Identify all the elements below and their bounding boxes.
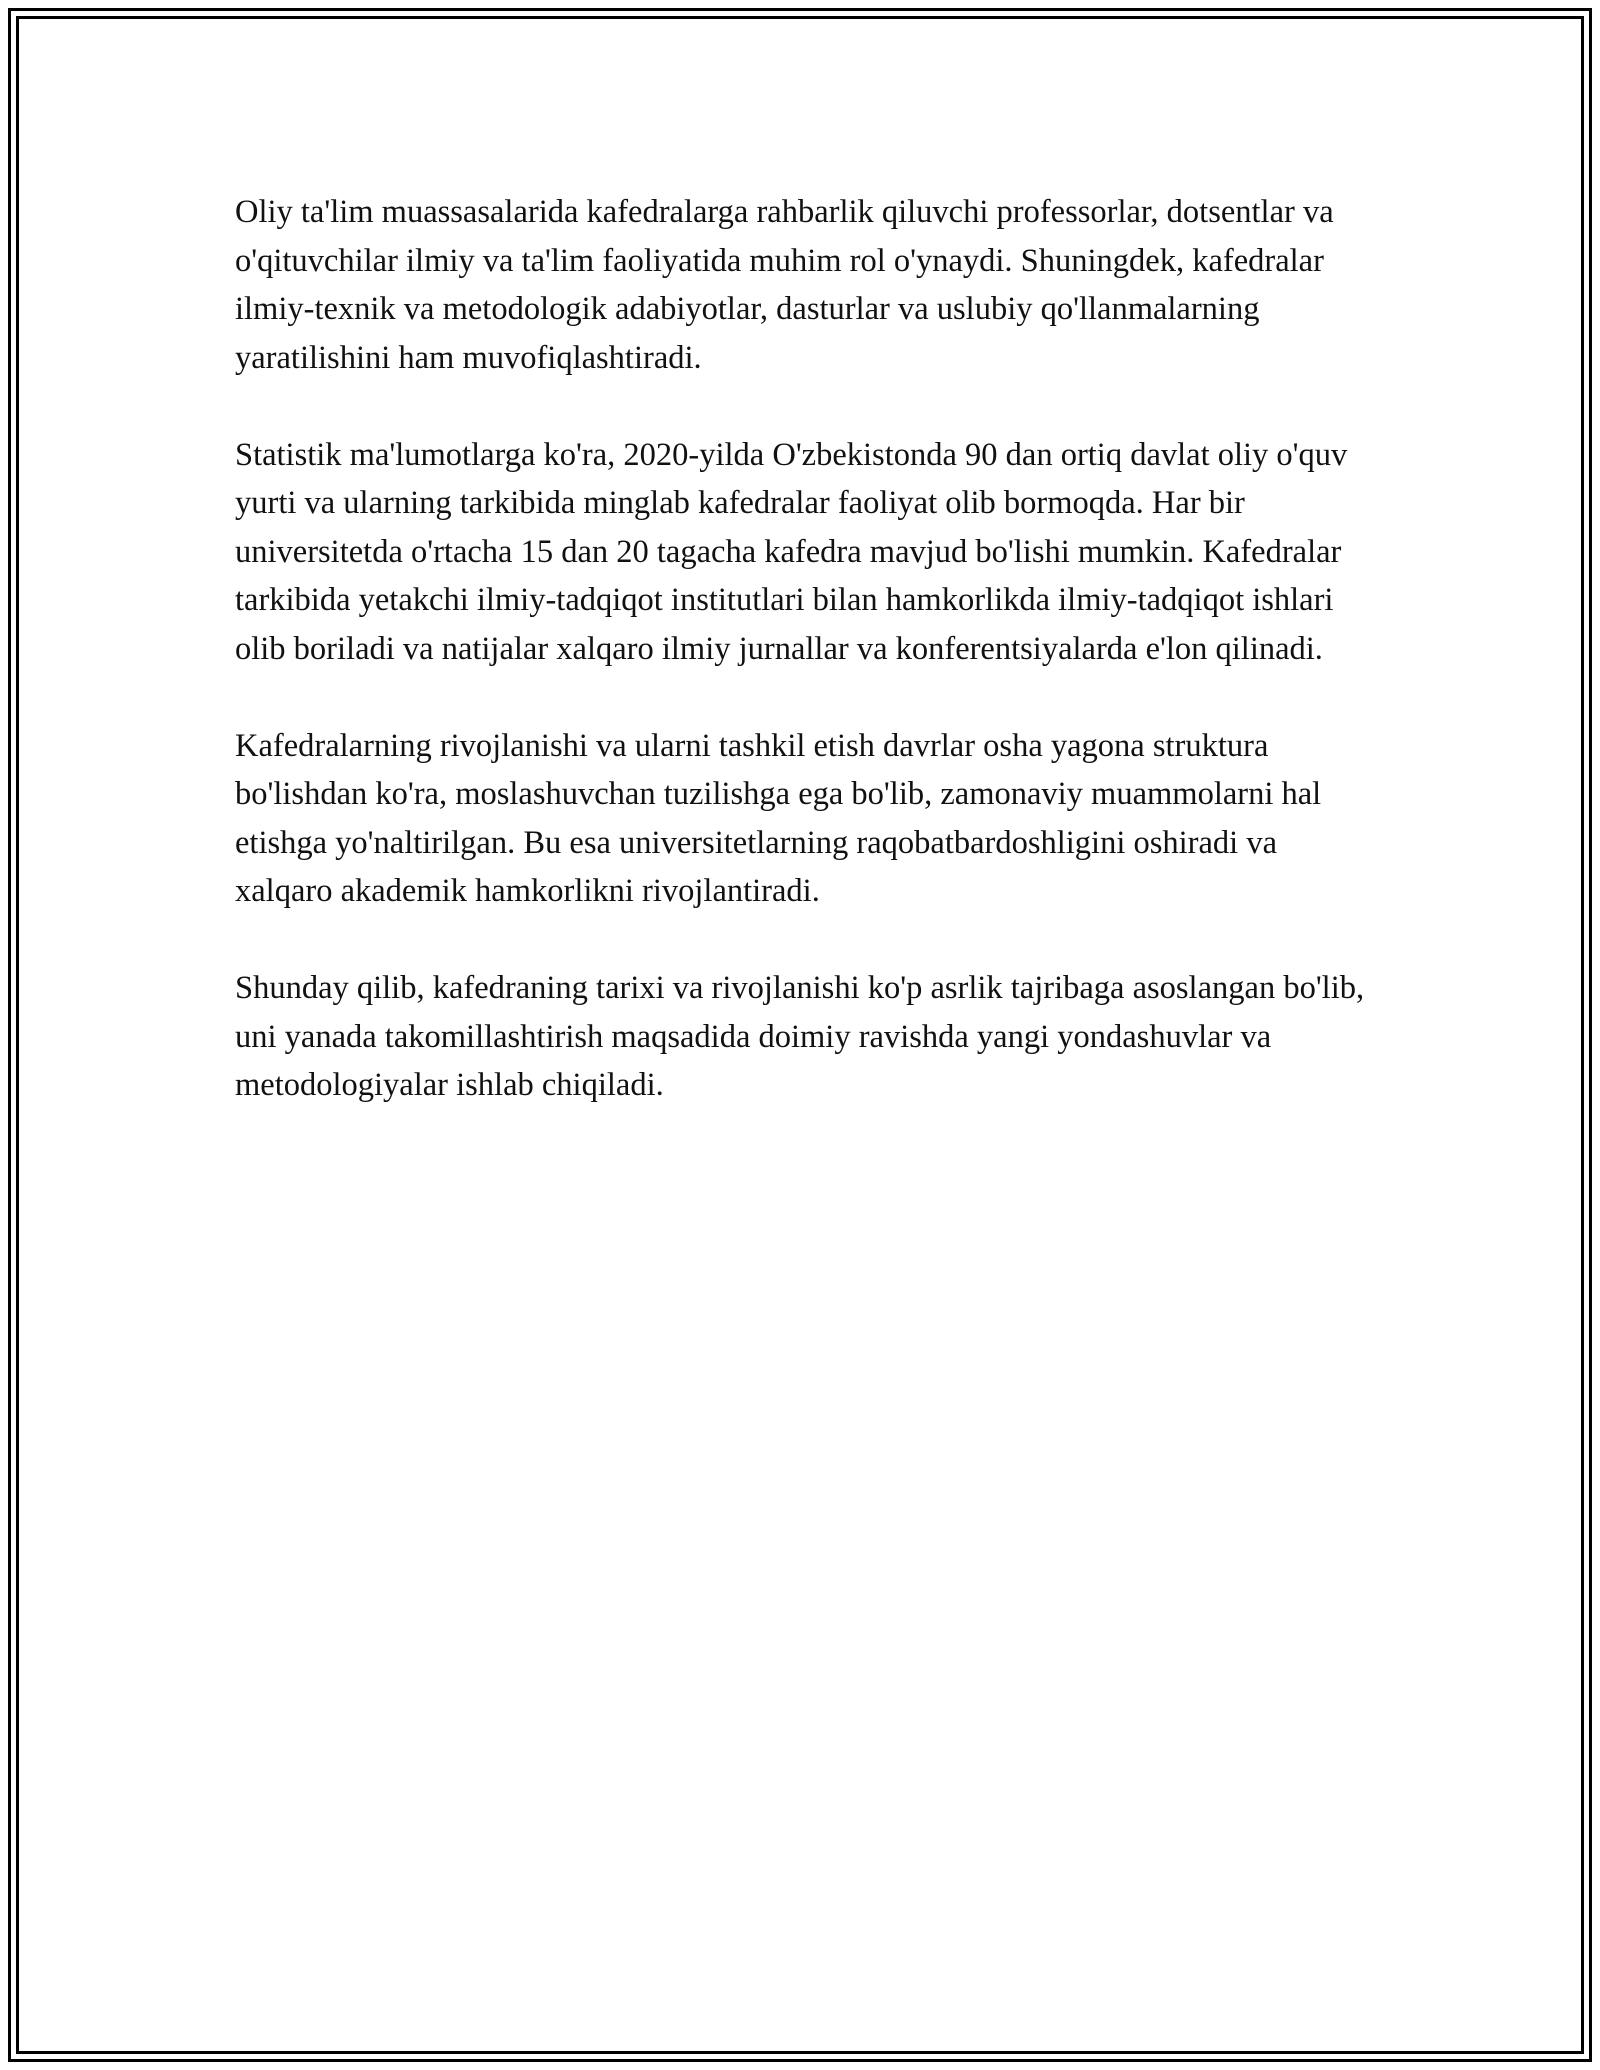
document-body <box>235 188 1365 1158</box>
paragraph-3: Kafedralarning rivojlanishi va ularni tashkil etish davrlar osha yagona struktura bo'lishdan ko'ra, moslashuvchan tuzilishga ega bo'lib, zamonaviy muammolarni hal etishga yo'naltirilgan. Bu esa universitetlarning raqobatbardoshligini oshiradi va xalqaro akademik hamkorlikni rivojlantiradi. <box>235 727 1322 909</box>
paragraph-4: Shunday qilib, kafedraning tarixi va rivojlanishi ko'p asrlik tajribaga asoslangan bo'lib, uni yanada takomillashtirish maqsadida doimiy ravishda yangi yondashuvlar va metodologiyalar ishlab chiqiladi. <box>235 970 1365 1103</box>
paragraph-1: Oliy ta'lim muassasalarida kafedralarga rahbarlik qiluvchi professorlar, dotsentlar va o'qituvchilar ilmiy va ta'lim faoliyatida muhim rol o'ynaydi. Shuningdek, kafedralar ilmiy-texnik va metodologik adabiyotlar, dasturlar va uslubiy qo'llanmalarning yaratilishini ham muvofiqlashtiradi. <box>235 194 1334 376</box>
paragraph-2: Statistik ma'lumotlarga ko'ra, 2020-yilda O'zbekistonda 90 dan ortiq davlat oliy o'quv yurti va ularning tarkibida minglab kafedralar faoliyat olib bormoqda. Har bir universitetda o'rtacha 15 dan 20 tagacha kafedra mavjud bo'lishi mumkin. Kafedralar tarkibida yetakchi ilmiy-tadqiqot institutlari bilan hamkorlikda ilmiy-tadqiqot ishlari olib boriladi va natijalar xalqaro ilmiy jurnallar va konferentsiyalarda e'lon qilinadi. <box>235 436 1348 667</box>
